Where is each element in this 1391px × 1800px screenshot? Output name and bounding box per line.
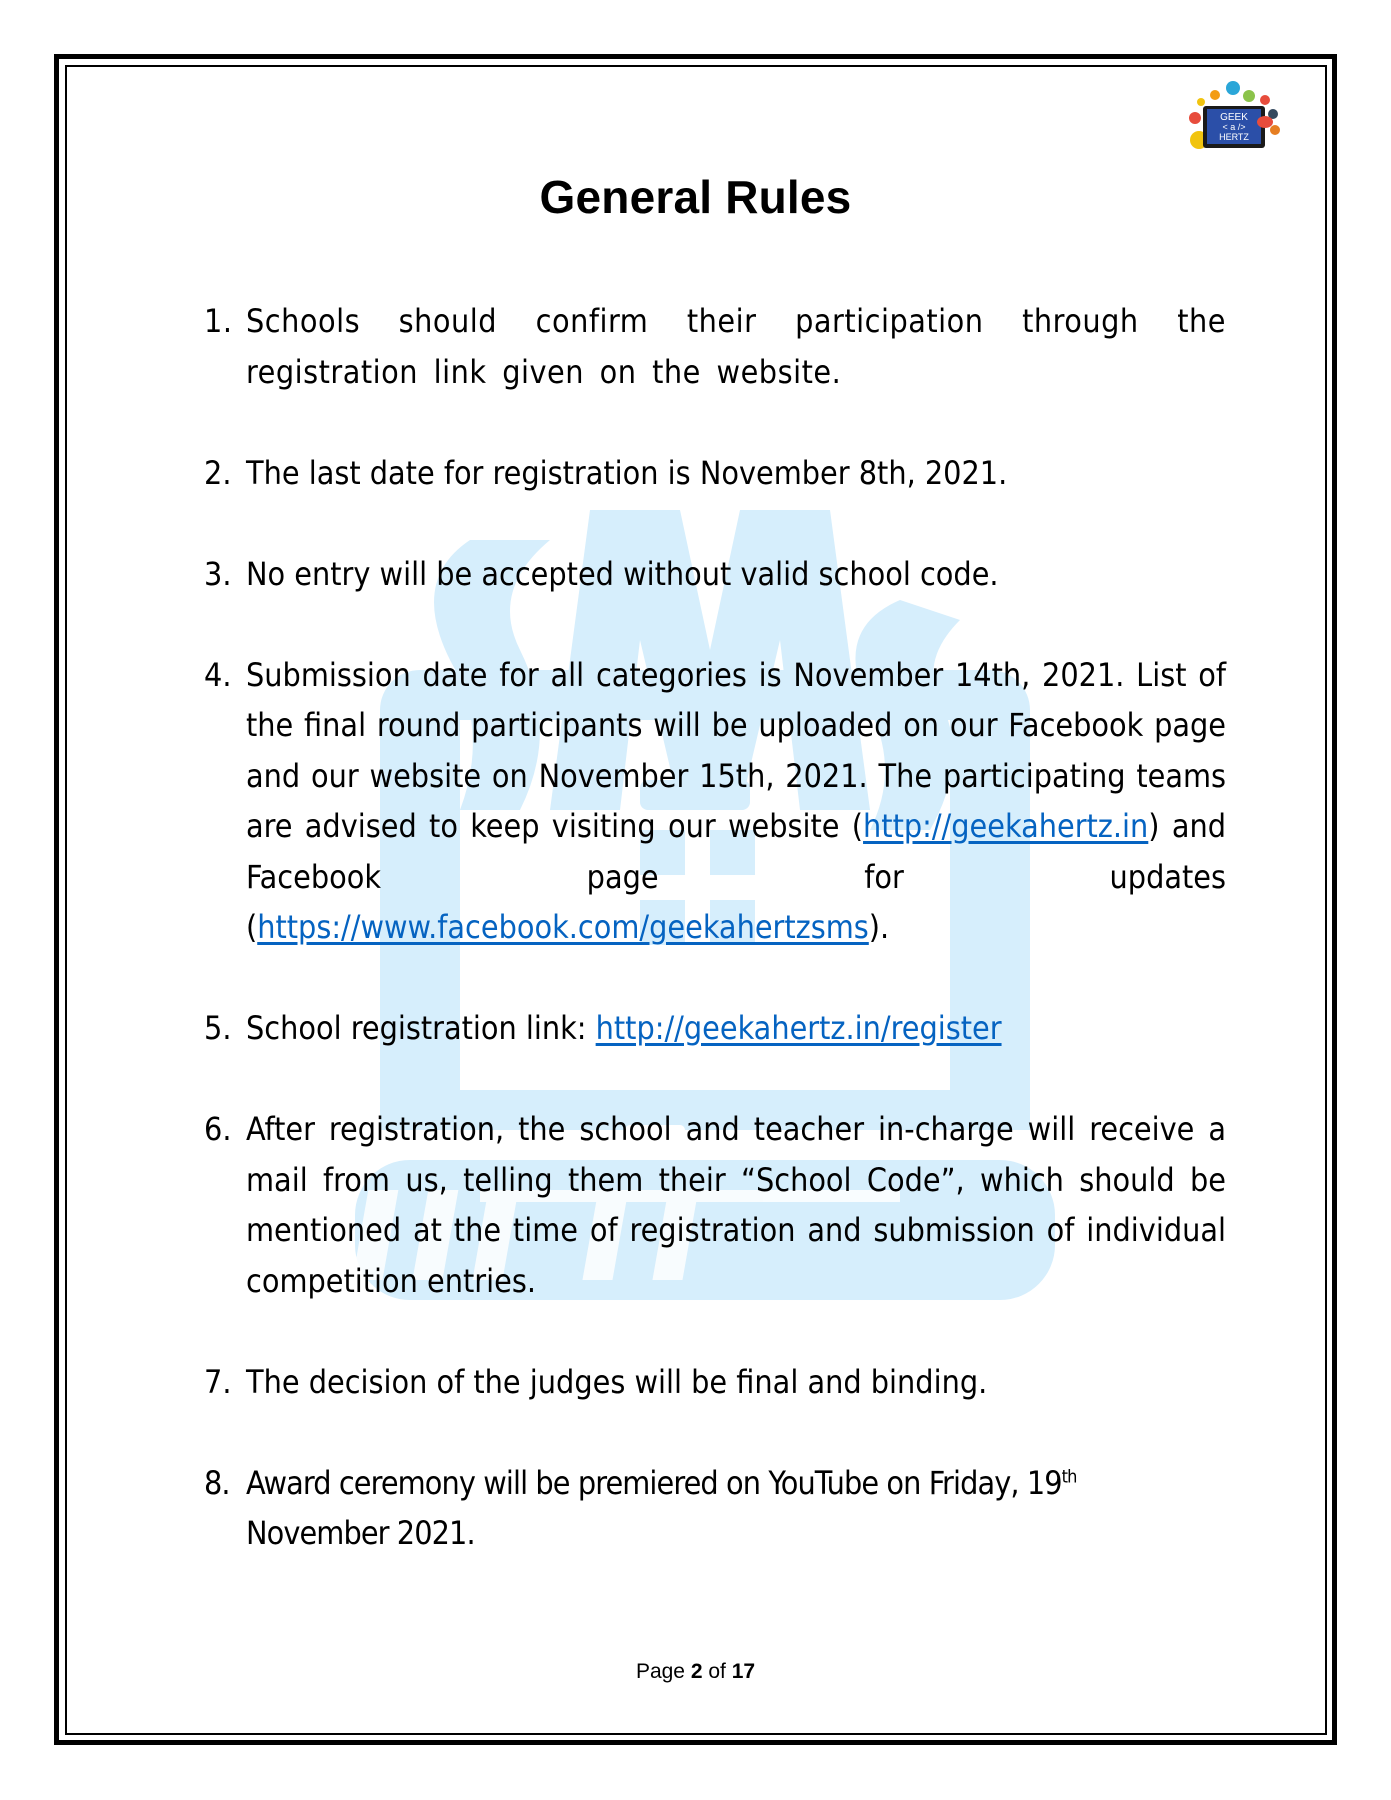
rules-list [204, 296, 1226, 1609]
rule-item-4 [204, 650, 1226, 953]
rule-text-part: November 2021. [246, 1514, 475, 1552]
rule-text [246, 1458, 1226, 1559]
rule-text-part: School registration link: [246, 1009, 596, 1047]
page-footer [0, 1660, 1391, 1684]
footer-middle: of [702, 1660, 732, 1683]
rule-text: No entry will be accepted without valid school code. [246, 554, 999, 593]
rule-item-6 [204, 1104, 1226, 1306]
ordinal-suffix: th [1061, 1465, 1077, 1487]
logo-line-a: < a /> [1222, 122, 1246, 132]
rule-number: 8. [204, 1463, 230, 1502]
rule-item-3 [204, 549, 1226, 600]
rule-text: The decision of the judges will be final and binding. [246, 1362, 988, 1401]
current-page-number: 2 [690, 1660, 703, 1683]
facebook-link[interactable]: https://www.facebook.com/geekahertzsms [257, 908, 869, 946]
registration-link[interactable]: http://geekahertz.in/register [595, 1009, 1002, 1047]
logo-line-hertz: HERTZ [1219, 132, 1249, 142]
rule-text-part: ). [868, 908, 890, 946]
rule-number: 4. [204, 655, 232, 694]
rule-item-7 [204, 1357, 1226, 1408]
rule-number: 1. [204, 302, 233, 340]
website-link[interactable]: http://geekahertz.in [863, 807, 1149, 845]
rule-number: 5. [204, 1009, 232, 1047]
rule-text-part: Submission date for all categories is November 14th, 2021. List of the final round participants will be uploaded on our Facebook page and our website on November 15th, 2021. The participating teams are advised to keep visiting our website ( [246, 655, 1226, 845]
rule-item-8 [204, 1458, 1226, 1559]
rule-number: 3. [204, 554, 232, 593]
rule-number: 6. [204, 1110, 232, 1148]
rule-text: After registration, the school and teacher in-charge will receive a mail from us, telling them their “School Code”, which should be mentioned at the time of registration and submission of individual competition entries. [246, 1110, 1226, 1300]
rule-text: Schools should confirm their participation through the registration link given on the website. [246, 302, 1226, 391]
rule-text: The last date for registration is November 8th, 2021. [246, 453, 1008, 492]
footer-prefix: Page [635, 1660, 691, 1683]
rule-text [246, 1003, 1226, 1054]
rule-item-1 [204, 296, 1226, 397]
logo-line-geek: GEEK [1220, 112, 1248, 123]
rule-number: 7. [204, 1362, 232, 1401]
rule-number: 2. [204, 453, 232, 492]
geek-a-hertz-logo [1185, 78, 1281, 153]
page-title: General Rules [539, 171, 852, 223]
total-page-count: 17 [731, 1660, 756, 1683]
rule-text-part: Award ceremony will be premiered on YouTube on Friday, 19 [246, 1463, 1062, 1502]
rule-text [246, 650, 1226, 953]
rule-text-part: ) and Facebook page for updates ( [246, 807, 1227, 946]
rule-item-2 [204, 448, 1226, 499]
rule-item-5 [204, 1003, 1226, 1054]
